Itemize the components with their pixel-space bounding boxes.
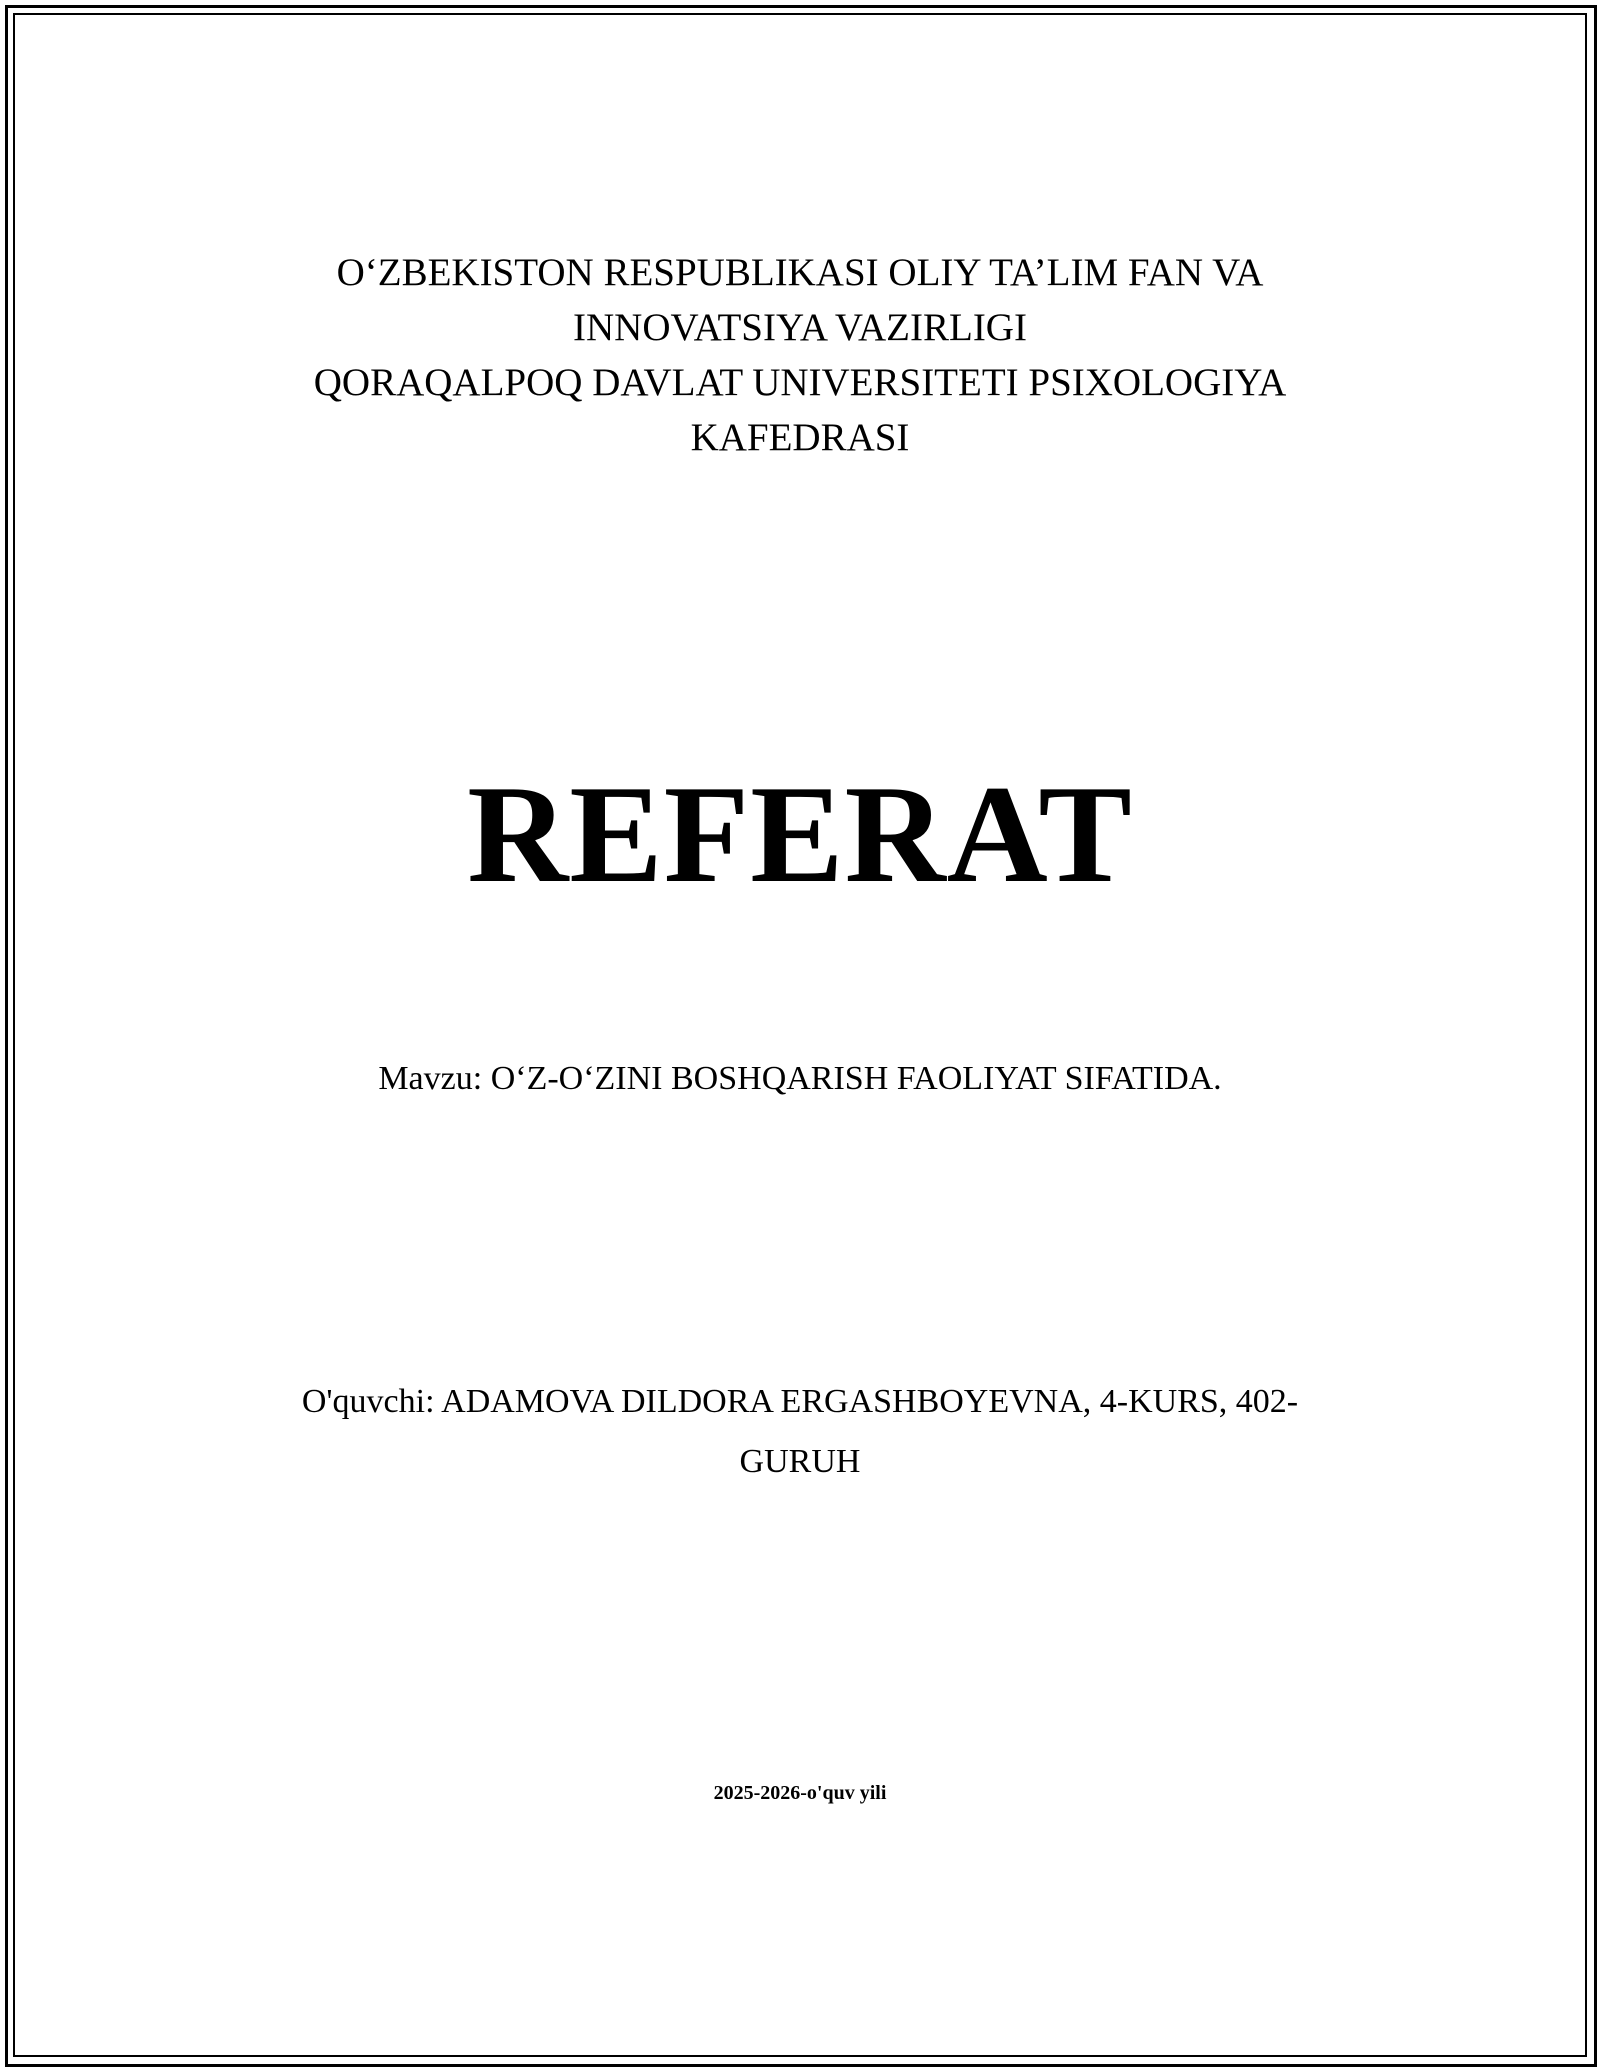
student-line: O'quvchi: ADAMOVA DILDORA ERGASHBOYEVNA, 4-KURS, 402- [301, 1383, 1299, 1420]
student-line: GURUH [739, 1443, 861, 1480]
header-line: KAFEDRASI [690, 416, 910, 459]
academic-year: 2025-2026-o'quv yili [713, 1782, 887, 1804]
topic-line: Mavzu: O‘Z-O‘ZINI BOSHQARISH FAOLIYAT SIFATIDA. [378, 1060, 1222, 1097]
document-title: REFERAT [467, 757, 1133, 912]
header-line: O‘ZBEKISTON RESPUBLIKASI OLIY TA’LIM FAN VA [336, 251, 1264, 294]
header-line: QORAQALPOQ DAVLAT UNIVERSITETI PSIXOLOGIYA [313, 361, 1287, 404]
student-info [0, 1372, 1600, 1492]
header-line: INNOVATSIYA VAZIRLIGI [573, 306, 1027, 349]
institution-header [0, 245, 1600, 465]
